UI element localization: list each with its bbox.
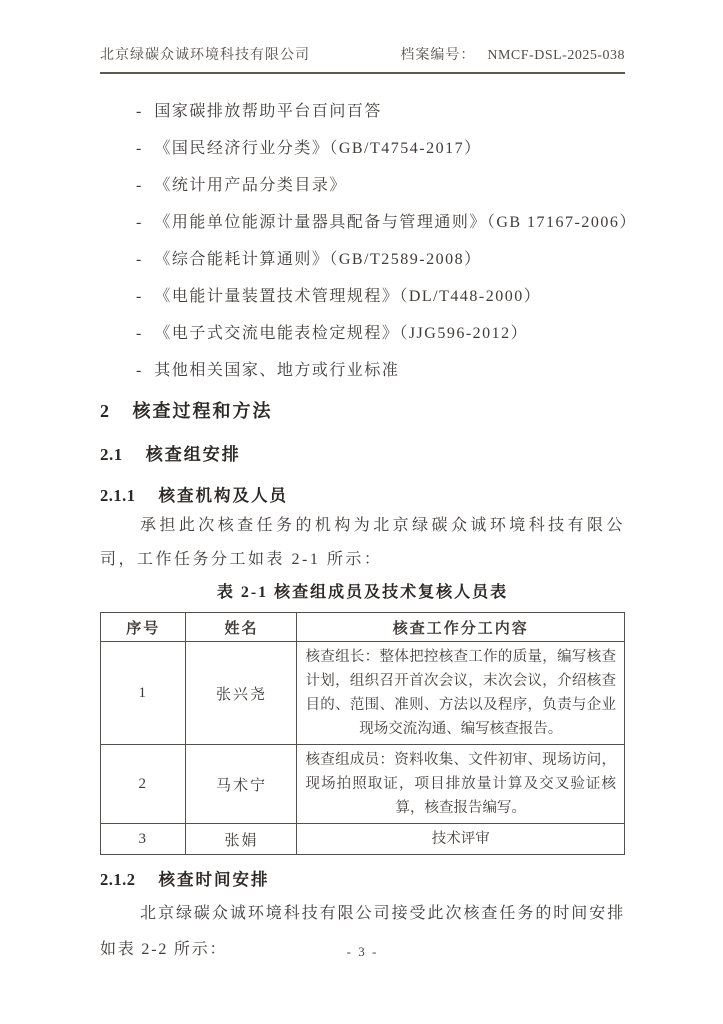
section-number: 2.1.1 <box>100 486 136 505</box>
list-item <box>100 175 625 197</box>
reference-list <box>100 101 637 382</box>
section-title: 核查组安排 <box>145 445 241 464</box>
table-2-1-caption: 表 2-1 核查组成员及技术复核人员表 <box>216 584 509 601</box>
paragraph-institution: 承担此次核查任务的机构为北京绿碳众诚环境科技有限公司，工作任务分工如表 2-1 所示： <box>100 517 625 568</box>
paragraph-schedule: 北京绿碳众诚环境科技有限公司接受此次核查任务的时间安排如表 2-2 所示： <box>100 905 625 958</box>
table-2-1 <box>100 612 625 855</box>
cell-duty: 核查组长：整体把控核查工作的质量，编写核查计划，组织召开首次会议，末次会议，介绍核查目的、范围、准则、方法以及程序，负责与企业现场交流沟通、编写核查报告。 <box>297 642 625 745</box>
page-header <box>100 46 625 74</box>
table-row <box>101 824 625 855</box>
table-row <box>101 745 625 824</box>
reference-text: 《统计用产品分类目录》 <box>154 177 347 194</box>
table-row <box>101 642 625 745</box>
cell-index: 2 <box>101 745 186 824</box>
column-header-duty: 核查工作分工内容 <box>297 613 625 642</box>
list-item <box>100 101 625 123</box>
list-item <box>100 138 625 160</box>
reference-text: 《电子式交流电能表检定规程》（JJG596-2012） <box>154 325 529 342</box>
dash-bullet: - <box>136 325 142 342</box>
section-title: 核查过程和方法 <box>132 401 273 421</box>
cell-name: 马术宁 <box>186 745 297 824</box>
list-item <box>100 212 637 234</box>
reference-text: 国家碳排放帮助平台百问百答 <box>154 103 382 120</box>
page-footer <box>100 944 625 960</box>
archive-label: 档案编号： <box>400 48 476 63</box>
dash-bullet: - <box>136 103 142 120</box>
section-title: 核查机构及人员 <box>158 486 288 505</box>
dash-bullet: - <box>136 362 142 379</box>
cell-duty: 技术评审 <box>297 824 625 855</box>
list-item <box>100 360 625 382</box>
dash-bullet: - <box>136 251 142 268</box>
section-number: 2.1 <box>100 445 123 464</box>
reference-text: 《电能计量装置技术管理规程》（DL/T448-2000） <box>154 288 542 305</box>
list-item <box>100 249 625 271</box>
cell-index: 3 <box>101 824 186 855</box>
cell-index: 1 <box>101 642 186 745</box>
column-header-name: 姓名 <box>186 613 297 642</box>
section-heading-2-1-2 <box>100 868 625 891</box>
header-company-name: 北京绿碳众诚环境科技有限公司 <box>100 48 310 63</box>
reference-text: 其他相关国家、地方或行业标准 <box>154 362 400 379</box>
dash-bullet: - <box>136 288 142 305</box>
section-heading-2-1 <box>100 443 625 467</box>
reference-text: 《用能单位能源计量器具配备与管理通则》（GB 17167-2006） <box>154 214 637 231</box>
list-item <box>100 323 625 345</box>
dash-bullet: - <box>136 214 142 231</box>
cell-duty: 核查组成员：资料收集、文件初审、现场访问，现场拍照取证，项目排放量计算及交叉验证核算，核查报告编写。 <box>297 745 625 824</box>
header-archive-number <box>400 46 625 66</box>
reference-text: 《综合能耗计算通则》（GB/T2589-2008） <box>154 251 482 268</box>
table-header-row <box>101 613 625 642</box>
section-number: 2.1.2 <box>100 870 136 889</box>
section-heading-2 <box>100 398 625 424</box>
cell-name: 张娟 <box>186 824 297 855</box>
cell-name: 张兴尧 <box>186 642 297 745</box>
page-number: - 3 - <box>346 944 379 959</box>
column-header-index: 序号 <box>101 613 186 642</box>
section-heading-2-1-1 <box>100 484 625 507</box>
archive-value: NMCF-DSL-2025-038 <box>487 48 625 63</box>
dash-bullet: - <box>136 140 142 157</box>
dash-bullet: - <box>136 177 142 194</box>
section-number: 2 <box>100 401 110 421</box>
reference-text: 《国民经济行业分类》（GB/T4754-2017） <box>154 140 482 157</box>
section-title: 核查时间安排 <box>158 870 270 889</box>
list-item <box>100 286 625 308</box>
